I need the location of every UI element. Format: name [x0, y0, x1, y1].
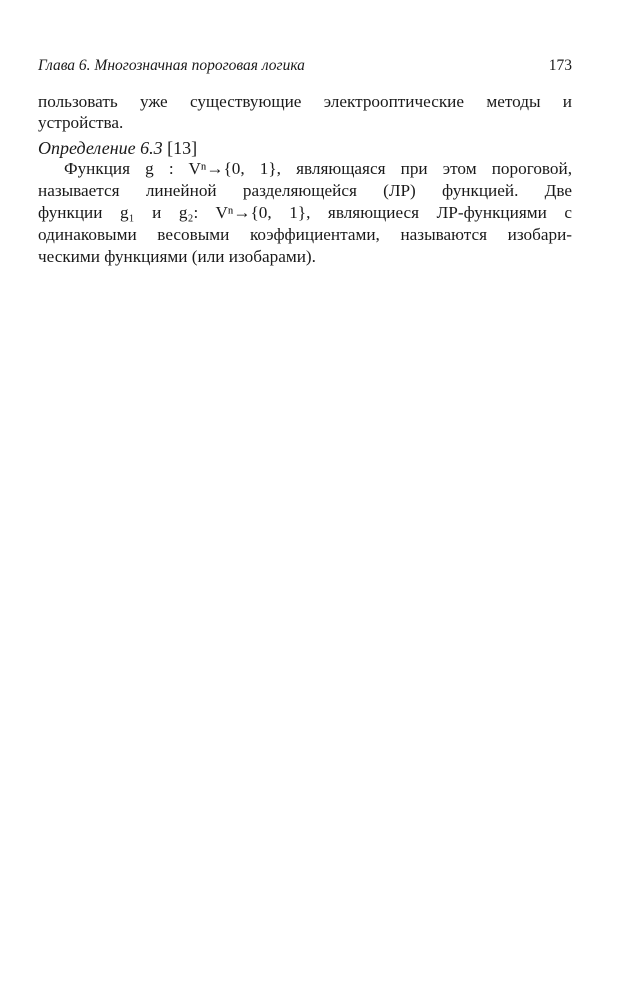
running-header [38, 57, 572, 77]
text-line: Функция g : Vⁿ→{0, 1}, являющаяся при этом пороговой, [64, 159, 572, 178]
page-number: 173 [548, 57, 572, 74]
text-line: устройства. [38, 113, 124, 132]
citation: [13] [167, 138, 198, 158]
text-line: пользовать уже существующие электрооптические методы и [38, 92, 572, 111]
text-line: одинаковыми весовыми коэффициентами, называются изобари- [38, 225, 572, 244]
definition-title: Определение 6.3 [38, 138, 163, 158]
text-line: ческими функциями (или изобарами). [38, 247, 316, 266]
chapter-title: Глава 6. Многозначная пороговая логика [38, 57, 305, 74]
text-line: функции g₁ и g₂: Vⁿ→{0, 1}, являющиеся ЛР-функциями с [38, 203, 572, 222]
text-line: называется линейной разделяющейся (ЛР) функцией. Две [38, 181, 572, 200]
book-page [38, 0, 572, 1000]
definition-heading [38, 138, 572, 158]
